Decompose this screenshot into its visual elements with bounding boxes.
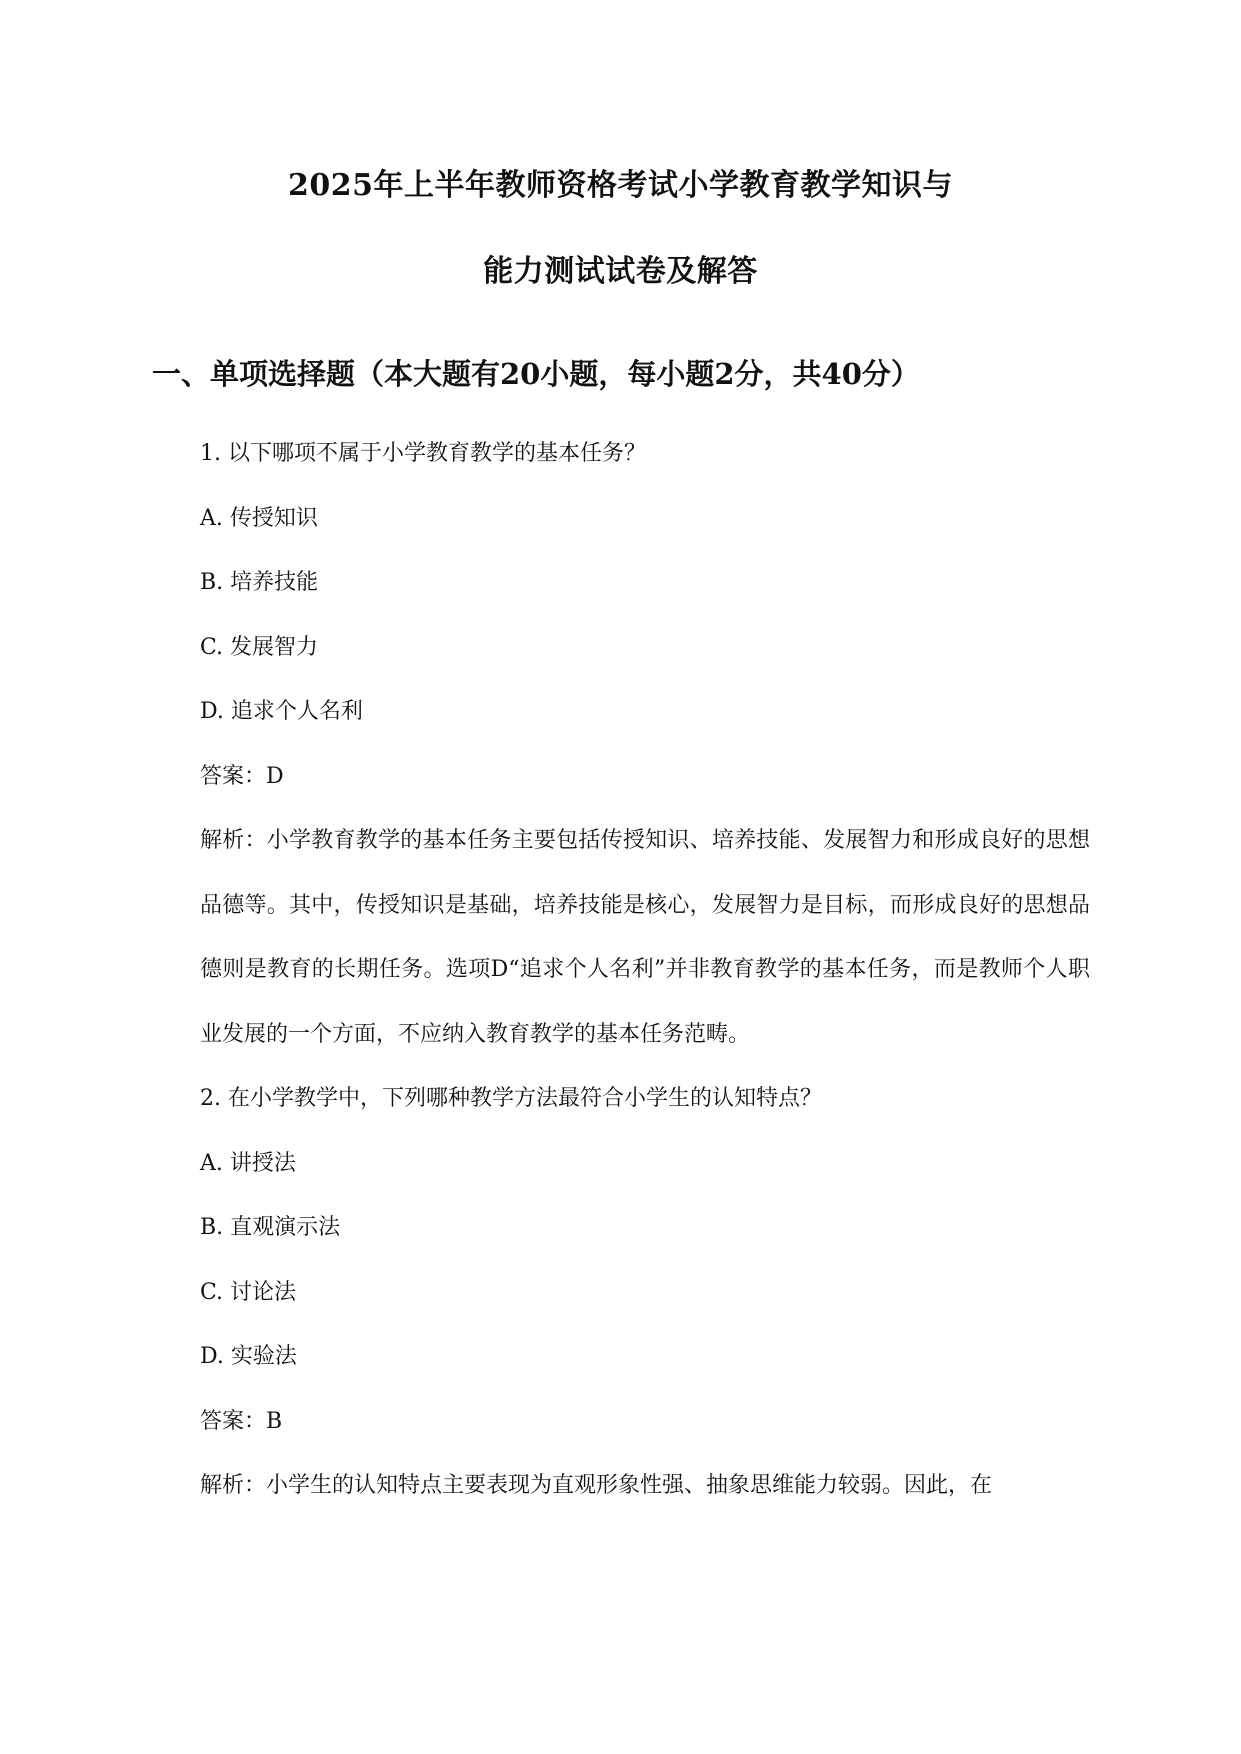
option-d: D. 追求个人名利 — [200, 699, 363, 724]
option-d: D. 实验法 — [200, 1344, 297, 1369]
option-b: B. 直观演示法 — [200, 1215, 341, 1240]
question-stem: 2. 在小学教学中，下列哪种教学方法最符合小学生的认知特点？ — [200, 1086, 822, 1111]
questions-content — [200, 434, 1090, 1531]
option-a: A. 讲授法 — [200, 1150, 296, 1176]
analysis: 解析：小学生的认知特点主要表现为直观形象性强、抽象思维能力较弱。因此，在 — [200, 1473, 993, 1498]
section-heading: 一、单项选择题（本大题有20小题，每小题2分，共40分） — [152, 357, 920, 391]
question-2 — [200, 1079, 1090, 1519]
option-c: C. 讨论法 — [200, 1279, 297, 1305]
option-b: B. 培养技能 — [200, 570, 319, 595]
question-stem: 1. 以下哪项不属于小学教育教学的基本任务？ — [200, 441, 646, 466]
option-a: A. 传授知识 — [200, 505, 318, 531]
document-title-line1: 2025年上半年教师资格考试小学教育教学知识与 — [288, 168, 953, 203]
option-c: C. 发展智力 — [200, 634, 319, 660]
answer: 答案：D — [200, 763, 284, 789]
answer: 答案：B — [200, 1408, 283, 1434]
question-1 — [200, 434, 1090, 1067]
analysis: 解析：小学教育教学的基本任务主要包括传授知识、培养技能、发展智力和形成良好的思想品德等。其中，传授知识是基础，培养技能是核心，发展智力是目标，而形成良好的思想品德则是教育的长期任务。选项D“追求个人名利”并非教育教学的基本任务，而是教师个人职业发展的一个方面，不应纳入教育教学的基本任务范畴。 — [200, 828, 1090, 1047]
document-title-line2: 能力测试试卷及解答 — [483, 254, 758, 289]
